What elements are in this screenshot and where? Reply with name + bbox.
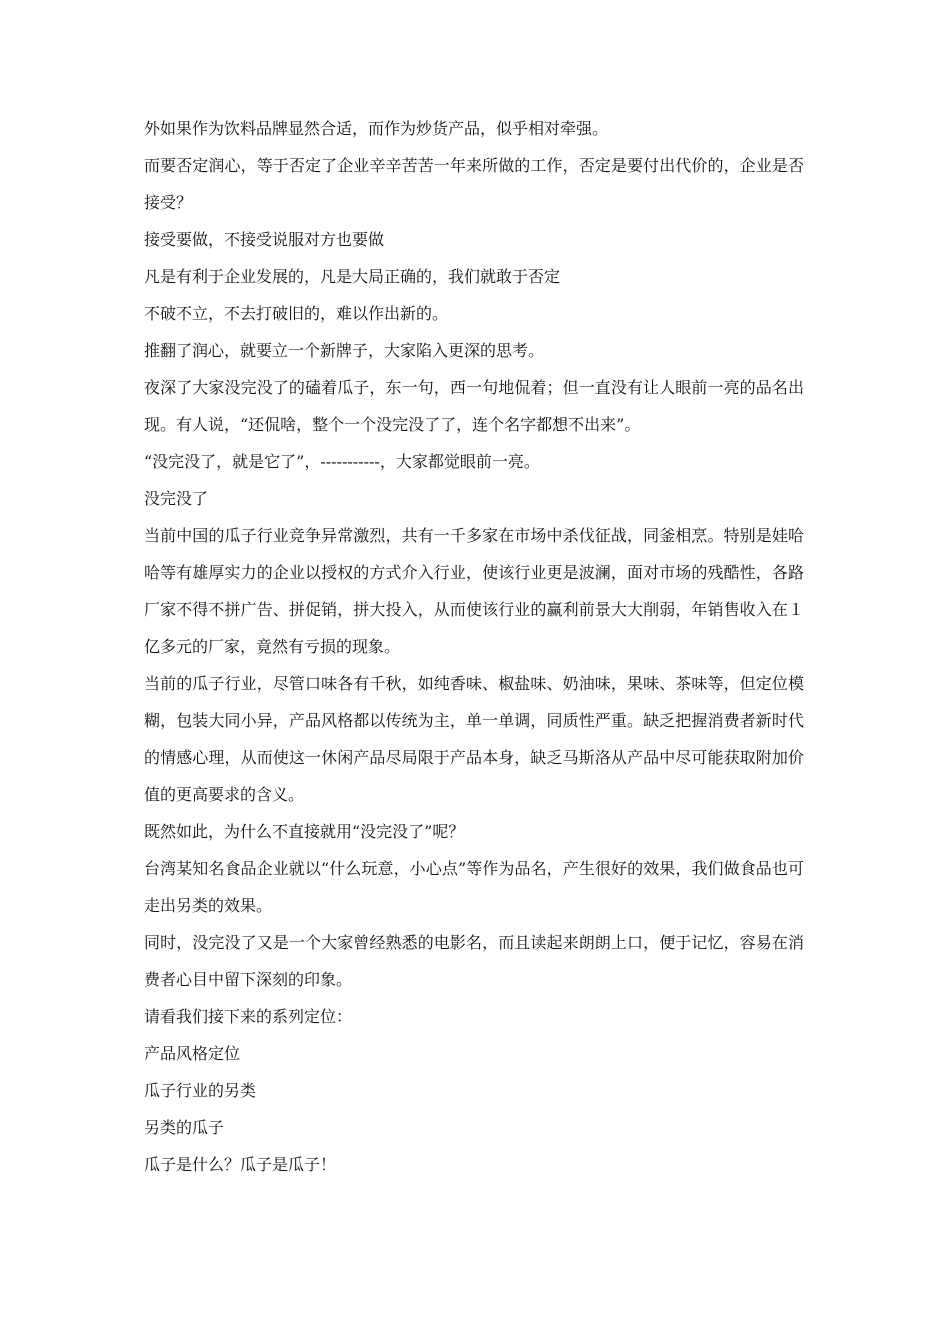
paragraph: 不破不立，不去打破旧的，难以作出新的。 <box>144 304 449 323</box>
paragraph: 接受要做，不接受说服对方也要做 <box>144 230 385 249</box>
paragraph: 同时，没完没了又是一个大家曾经熟悉的电影名，而且读起来朗朗上口，便于记忆，容易在消费者心目中留下深刻的印象。 <box>144 933 804 989</box>
paragraph: 当前的瓜子行业，尽管口味各有千秋，如纯香味、椒盐味、奶油味，果味、茶味等，但定位模糊，包装大同小异，产品风格都以传统为主，单一单调，同质性严重。缺乏把握消费者新时代的情感心理，从而使这一休闲产品尽局限于产品本身，缺乏马斯洛从产品中尽可能获取附加价值的更高要求的含义。 <box>144 674 804 804</box>
paragraph: 外如果作为饮料品牌显然合适，而作为炒货产品，似乎相对牵强。 <box>144 119 609 138</box>
paragraph: 当前中国的瓜子行业竞争异常激烈，共有一千多家在市场中杀伐征战，同釜相烹。特别是娃哈哈等有雄厚实力的企业以授权的方式介入行业，使该行业更是波澜，面对市场的残酷性，各路厂家不得不拼广告、拼促销，拼大投入，从而使该行业的赢利前景大大削弱，年销售收入在１亿多元的厂家，竟然有亏损的现象。 <box>144 526 804 656</box>
paragraph: 瓜子是什么？瓜子是瓜子！ <box>144 1155 337 1174</box>
section-heading: 没完没了 <box>144 489 209 508</box>
paragraph: 推翻了润心，就要立一个新牌子，大家陷入更深的思考。 <box>144 341 545 360</box>
paragraph: 瓜子行业的另类 <box>144 1081 257 1100</box>
paragraph: 夜深了大家没完没了的磕着瓜子，东一句，西一句地侃着；但一直没有让人眼前一亮的品名出现。有人说，“还侃啥，整个一个没完没了了，连个名字都想不出来”。 <box>144 378 804 434</box>
paragraph: 请看我们接下来的系列定位： <box>144 1007 353 1026</box>
section-heading: 产品风格定位 <box>144 1044 241 1063</box>
paragraph: 既然如此，为什么不直接就用“没完没了”呢？ <box>144 822 465 841</box>
paragraph: 另类的瓜子 <box>144 1118 225 1137</box>
document-body <box>144 110 804 1183</box>
paragraph: “没完没了，就是它了”，-----------，大家都觉眼前一亮。 <box>144 452 540 471</box>
paragraph: 台湾某知名食品企业就以“什么玩意，小心点”等作为品名，产生很好的效果，我们做食品也可走出另类的效果。 <box>144 859 804 915</box>
paragraph: 凡是有利于企业发展的，凡是大局正确的，我们就敢于否定 <box>144 267 561 286</box>
paragraph: 而要否定润心，等于否定了企业辛辛苦苦一年来所做的工作，否定是要付出代价的，企业是否接受？ <box>144 156 804 212</box>
